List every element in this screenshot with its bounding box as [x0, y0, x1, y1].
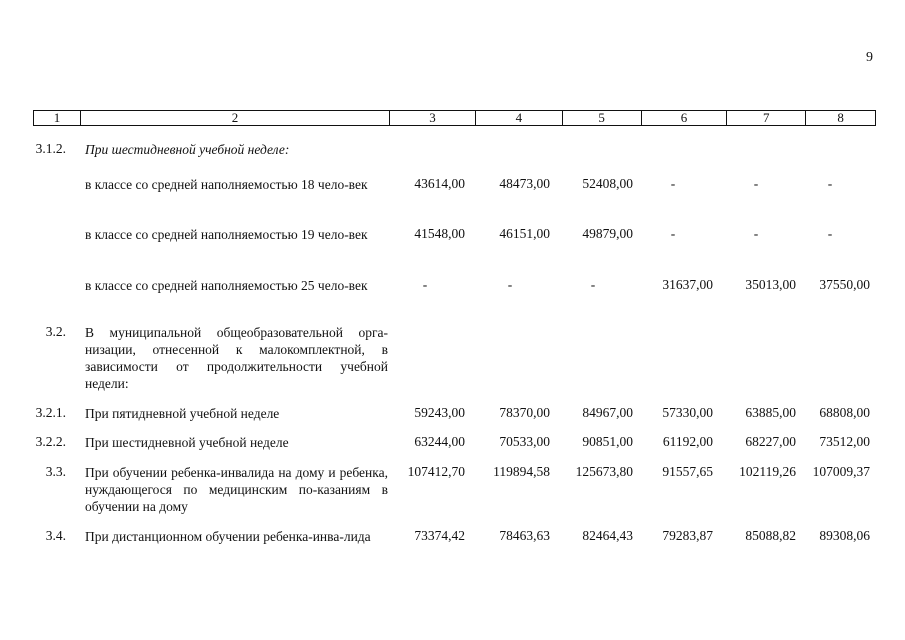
row-description: При шестидневной учебной неделе: [85, 435, 289, 450]
row-description: При пятидневной учебной неделе: [85, 406, 280, 421]
row-description: При дистанционном обучении ребенка-инва-лида: [85, 529, 371, 544]
value-col-4: 48473,00: [499, 176, 550, 191]
row-description: в классе со средней наполняемостью 19 чело-век: [85, 227, 368, 242]
row-number: 3.2.: [45, 324, 66, 339]
value-col-4: 119894,58: [493, 464, 550, 479]
value-col-8: -: [827, 176, 833, 191]
value-col-3: 59243,00: [414, 405, 465, 420]
value-col-3: 41548,00: [414, 226, 465, 241]
value-col-8: 37550,00: [819, 277, 870, 292]
value-col-6: 57330,00: [662, 405, 713, 420]
value-col-5: 84967,00: [582, 405, 633, 420]
value-col-5: 125673,80: [575, 464, 633, 479]
value-col-6: 79283,87: [662, 528, 713, 543]
value-col-6: -: [670, 226, 676, 241]
header-col-8: 8: [837, 110, 844, 125]
value-col-7: 35013,00: [745, 277, 796, 292]
value-col-4: 46151,00: [499, 226, 550, 241]
value-col-6: 61192,00: [662, 434, 713, 449]
value-col-4: 70533,00: [499, 434, 550, 449]
row-description: в классе со средней наполняемостью 25 чело-век: [85, 278, 368, 293]
row-description: При обучении ребенка-инвалида на дому и ребенка, нуждающегося по медицинским по-казаниям в обучении на дому: [85, 465, 388, 514]
value-col-5: 52408,00: [582, 176, 633, 191]
row-number: 3.1.2.: [35, 141, 66, 156]
value-col-7: 63885,00: [745, 405, 796, 420]
header-col-3: 3: [390, 111, 476, 125]
header-col-6: 6: [642, 111, 728, 125]
row-description: При шестидневной учебной неделе:: [85, 142, 290, 157]
value-col-8: -: [827, 226, 833, 241]
value-col-8: 107009,37: [812, 464, 870, 479]
value-col-7: -: [753, 226, 759, 241]
value-col-7: 85088,82: [745, 528, 796, 543]
value-col-5: 82464,43: [582, 528, 633, 543]
value-col-5: 90851,00: [582, 434, 633, 449]
value-col-6: 91557,65: [662, 464, 713, 479]
value-col-4: -: [507, 277, 513, 292]
header-col-7: 7: [727, 111, 806, 125]
row-number: 3.4.: [45, 528, 66, 543]
value-col-3: 63244,00: [414, 434, 465, 449]
row-number: 3.2.1.: [35, 405, 66, 420]
value-col-4: 78463,63: [499, 528, 550, 543]
table-header: [33, 110, 876, 126]
row-description: в классе со средней наполняемостью 18 чело-век: [85, 177, 368, 192]
row-number: 3.3.: [45, 464, 66, 479]
value-col-7: -: [753, 176, 759, 191]
value-col-3: 73374,42: [414, 528, 465, 543]
value-col-3: 107412,70: [407, 464, 465, 479]
header-col-4: 4: [476, 111, 563, 125]
value-col-6: 31637,00: [662, 277, 713, 292]
value-col-8: 73512,00: [819, 434, 870, 449]
value-col-5: -: [590, 277, 596, 292]
row-number: 3.2.2.: [35, 434, 66, 449]
row-description: В муниципальной общеобразовательной орга-низации, отнесенной к малокомплектной, в зависимости от продолжительности учебной недели:: [85, 325, 388, 391]
value-col-4: 78370,00: [499, 405, 550, 420]
page-number: 9: [866, 50, 873, 65]
value-col-7: 102119,26: [739, 464, 796, 479]
header-col-5: 5: [563, 111, 642, 125]
value-col-6: -: [670, 176, 676, 191]
value-col-8: 89308,06: [819, 528, 870, 543]
value-col-7: 68227,00: [745, 434, 796, 449]
value-col-3: 43614,00: [414, 176, 465, 191]
value-col-8: 68808,00: [819, 405, 870, 420]
header-col-2: 2: [81, 111, 390, 125]
header-col-1: 1: [34, 111, 81, 125]
value-col-3: -: [422, 277, 428, 292]
value-col-5: 49879,00: [582, 226, 633, 241]
